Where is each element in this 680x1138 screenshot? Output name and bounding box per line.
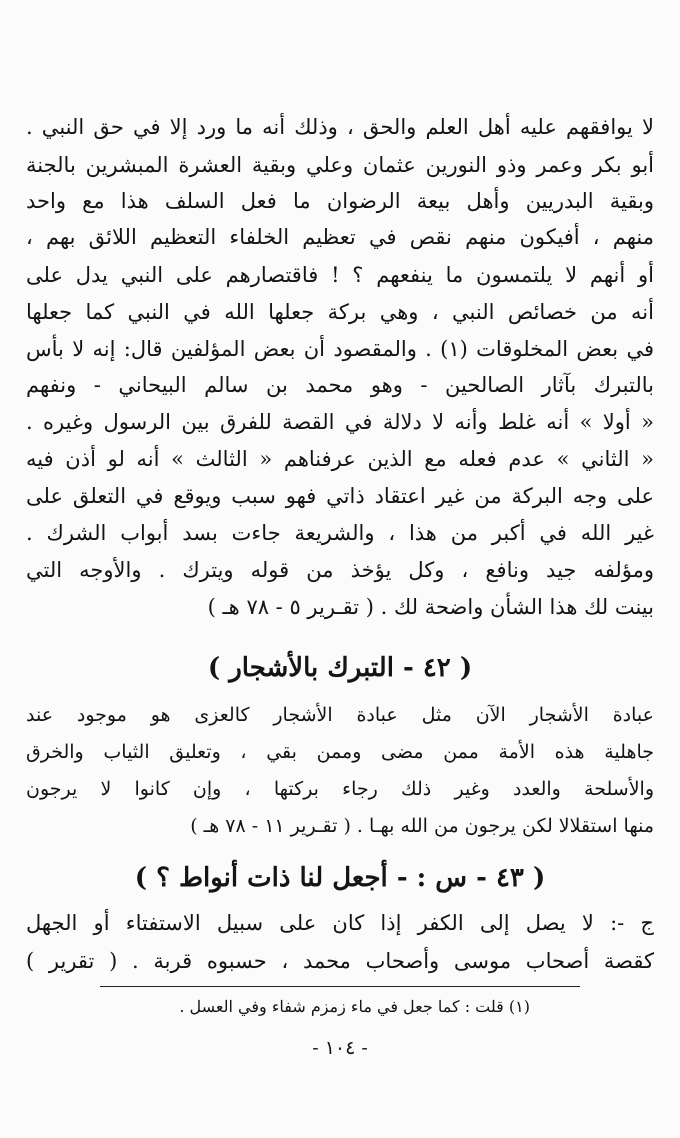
body-line: لا يوافقهم عليه أهل العلم والحق ، وذلك أنه ما ورد إلا في حق النبي . xyxy=(26,115,654,139)
body-line: جاهلية هذه الأمة ممن مضى وممن بقي ، وتعليق الثياب والخرق xyxy=(26,741,654,763)
body-line: بينت لك هذا الشأن واضحة لك . ( تقـرير ٥ - ٧٨ هـ ) xyxy=(207,595,654,619)
body-line: منها استقلالا لكن يرجون من الله بهـا . ( تقـرير ١١ - ٧٨ هـ ) xyxy=(190,815,654,837)
body-line: « الثاني » عدم فعله مع الذين عرفناهم « الثالث » أنه لو أذن فيه xyxy=(26,447,654,471)
body-line: « أولا » أنه غلط وأنه لا دلالة في القصة للفرق بين الرسول وغيره . xyxy=(26,410,654,434)
body-line: والأسلحة والعدد وغير ذلك رجاء بركتها ، وإن كانوا لا يرجون xyxy=(26,778,654,800)
body-line: أبو بكر وعمر وذو النورين عثمان وعلي وبقية العشرة المبشرين بالجنة xyxy=(26,153,654,177)
footnote-divider xyxy=(100,986,580,987)
page-number: - ١٠٤ - xyxy=(312,1037,368,1059)
section-heading-43: ( ٤٣ - س : - أجعل لنا ذات أنواط ؟ ) xyxy=(134,863,546,893)
body-line: بالتبرك بآثار الصالحين - وهو محمد بن سالم البيحاني - ونفهم xyxy=(26,373,654,397)
body-line: أنه من خصائص النبي ، وهي بركة جعلها الله في النبي كما جعلها xyxy=(26,300,654,324)
body-line: وبقية البدريين وأهل بيعة الرضوان ما فعل السلف هذا مع واحد xyxy=(26,189,654,213)
body-line: غير الله في أكبر من هذا ، والشريعة جاءت بسد أبواب الشرك . xyxy=(26,521,654,545)
body-line: منهم ، أفيكون منهم نقص في تعظيم الخلفاء التعظيم اللائق بهم ، xyxy=(26,225,654,249)
body-line: أو أنهم لا يلتمسون ما ينفعهم ؟ ! فاقتصارهم على النبي يدل على xyxy=(26,263,654,287)
body-line: على وجه البركة من غير اعتقاد ذاتي فهو سبب ويوقع في التعلق على xyxy=(26,484,654,508)
body-line: في بعض المخلوقات (١) . والمقصود أن بعض المؤلفين قال: إنه لا بأس xyxy=(26,337,654,361)
body-line: كقصة أصحاب موسى وأصحاب محمد ، حسبوه قربة . ( تقرير ) xyxy=(26,949,654,973)
body-line: عبادة الأشجار الآن مثل عبادة الأشجار كالعزى هو موجود عند xyxy=(26,704,654,726)
footnote: (١) قلت : كما جعل في ماء زمزم شفاء وفي العسل . xyxy=(179,997,530,1016)
body-line: ج -: لا يصل إلى الكفر إذا كان على سبيل الاستفتاء أو الجهل xyxy=(26,911,654,935)
body-line: ومؤلفه جيد ونافع ، وكل يؤخذ من قوله ويترك . والأوجه التي xyxy=(26,558,654,582)
section-heading-42: ( ٤٢ - التبرك بالأشجار ) xyxy=(207,653,473,683)
